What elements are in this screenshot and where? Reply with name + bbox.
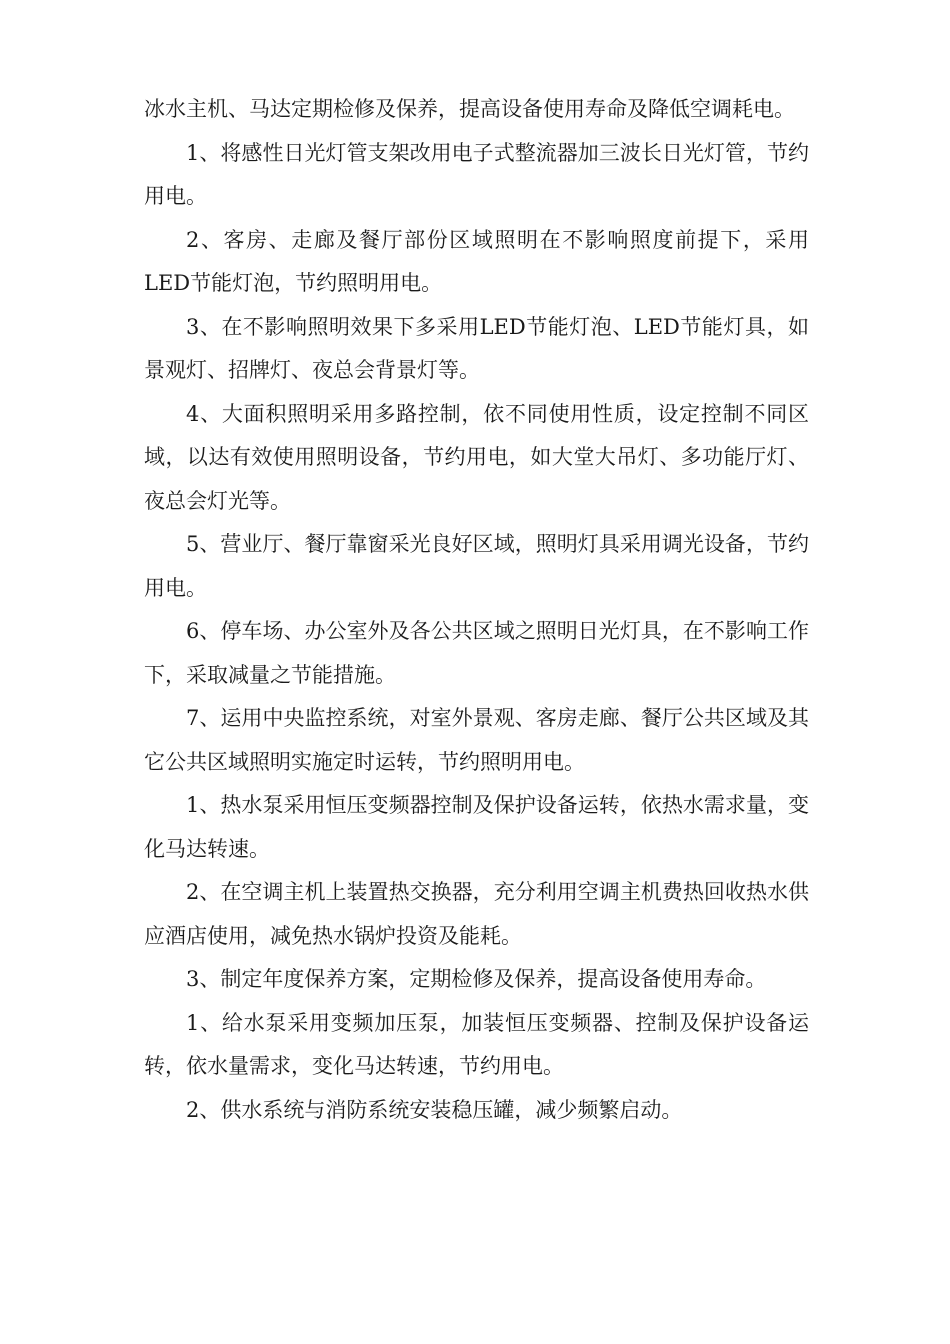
paragraph-10: 2、在空调主机上装置热交换器，充分利用空调主机费热回收热水供应酒店使用，减免热水锅炉投资及能耗。: [144, 880, 809, 948]
paragraph-12: 1、给水泵采用变频加压泵，加装恒压变频器、控制及保护设备运转，依水量需求，变化马达转速，节约用电。: [144, 1010, 809, 1078]
document-body: [144, 88, 809, 1132]
paragraph-11: 3、制定年度保养方案，定期检修及保养，提高设备使用寿命。: [186, 967, 767, 991]
paragraph-5: 4、大面积照明采用多路控制，依不同使用性质，设定控制不同区域，以达有效使用照明设备，节约用电，如大堂大吊灯、多功能厅灯、夜总会灯光等。: [144, 401, 809, 513]
paragraph-7: 6、停车场、办公室外及各公共区域之照明日光灯具，在不影响工作下，采取减量之节能措施。: [144, 619, 809, 687]
paragraph-8: 7、运用中央监控系统，对室外景观、客房走廊、餐厅公共区域及其它公共区域照明实施定时运转，节约照明用电。: [144, 706, 809, 774]
paragraph-6: 5、营业厅、餐厅靠窗采光良好区域，照明灯具采用调光设备，节约用电。: [144, 532, 809, 600]
paragraph-2: 1、将感性日光灯管支架改用电子式整流器加三波长日光灯管，节约用电。: [144, 140, 809, 208]
paragraph-3: 2、客房、走廊及餐厅部份区域照明在不影响照度前提下，采用LED节能灯泡，节约照明用电。: [144, 227, 809, 295]
paragraph-9: 1、热水泵采用恒压变频器控制及保护设备运转，依热水需求量，变化马达转速。: [144, 793, 809, 861]
paragraph-4: 3、在不影响照明效果下多采用LED节能灯泡、LED节能灯具，如景观灯、招牌灯、夜总会背景灯等。: [144, 314, 809, 382]
paragraph-13: 2、供水系统与消防系统安装稳压罐，减少频繁启动。: [186, 1097, 683, 1122]
paragraph-1: 冰水主机、马达定期检修及保养，提高设备使用寿命及降低空调耗电。: [144, 97, 795, 121]
